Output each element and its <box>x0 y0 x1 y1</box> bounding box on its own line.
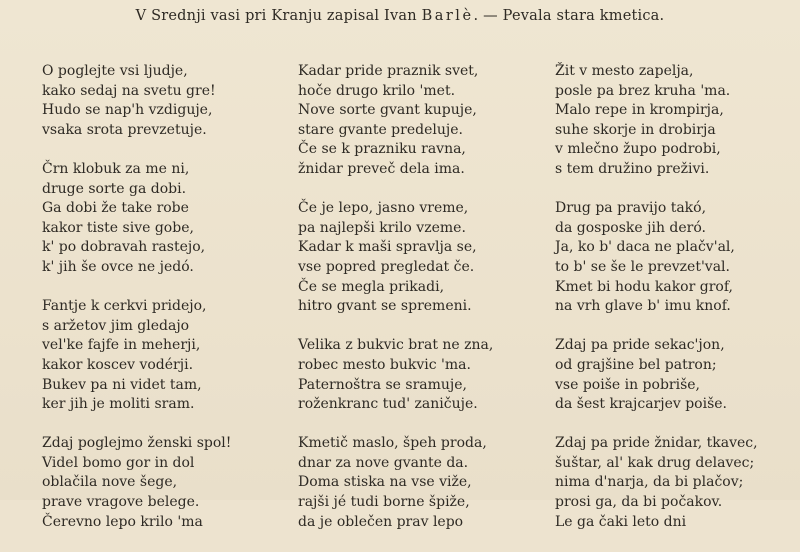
verse-line: vse popred pregledat če. <box>298 258 475 275</box>
stanza <box>42 434 231 532</box>
verse-line: druge sorte ga dobi. <box>42 180 187 197</box>
stanza <box>42 297 231 415</box>
verse-line: Doma stiska na vse viže, <box>298 474 472 491</box>
verse-line: oblačila nove šege, <box>42 474 178 491</box>
verse-line: Zdaj pa pride sekac'jon, <box>555 337 725 354</box>
verse-line: Če se megla prikadi, <box>298 278 445 295</box>
verse-line: prosi ga, da bi počakov. <box>555 494 723 511</box>
verse-line: k' jih še ovce ne jedó. <box>42 258 194 275</box>
verse-line: Črn klobuk za me ni, <box>42 160 190 177</box>
verse-line: vse poiše in pobriše, <box>555 376 701 393</box>
verse-line: Malo repe in krompirja, <box>555 102 724 119</box>
verse-line: kakor koscev vodérji. <box>42 356 194 373</box>
verse-line: roženkranc tud' zaničuje. <box>298 396 478 413</box>
stanza <box>42 62 231 140</box>
stanza <box>298 199 493 317</box>
verse-line: Kmetič maslo, špeh proda, <box>298 435 487 452</box>
verse-line: posle pa brez kruha 'ma. <box>555 82 731 99</box>
header-suffix: . — Pevala stara kmetica. <box>473 8 665 24</box>
verse-line: Videl bomo gor in dol <box>42 454 195 471</box>
verse-line: Kadar pride praznik svet, <box>298 63 479 79</box>
stanza <box>298 434 493 532</box>
poem-columns <box>0 62 800 530</box>
verse-line: Bukev pa ni videt tam, <box>42 376 202 393</box>
verse-line: s aržetov jim gledajo <box>42 317 190 334</box>
verse-line: Kmet bi hodu kakor grof, <box>555 278 733 295</box>
poem-column-3 <box>555 62 758 552</box>
verse-line: od grajšine bel patron; <box>555 356 717 373</box>
verse-line: žnidar preveč dela ima. <box>298 160 465 177</box>
verse-line: O poglejte vsi ljudje, <box>42 63 188 79</box>
collector-name: Barlè <box>421 8 474 24</box>
verse-line: Če je lepo, jasno vreme, <box>298 200 469 217</box>
stanza <box>555 199 758 317</box>
stanza <box>555 434 758 532</box>
verse-line: hitro gvant se spremeni. <box>298 298 472 315</box>
stanza <box>555 336 758 414</box>
verse-line: Čerevno lepo krilo 'ma <box>42 513 203 530</box>
verse-line: robec mesto bukvic 'ma. <box>298 356 471 373</box>
verse-line: rajši jé tudi borne špiže, <box>298 494 470 511</box>
verse-line: to b' se še le prevzet'val. <box>555 258 730 275</box>
stanza <box>42 160 231 278</box>
verse-line: s tem družino preživi. <box>555 160 710 177</box>
verse-line: da gosposke jih deró. <box>555 219 706 236</box>
verse-line: Kadar k maši spravlja se, <box>298 239 477 256</box>
verse-line: Fantje k cerkvi pridejo, <box>42 298 207 315</box>
verse-line: k' po dobravah rastejo, <box>42 239 206 256</box>
verse-line: Drug pa pravijo takó, <box>555 200 707 217</box>
verse-line: da šest krajcarjev poiše. <box>555 396 728 413</box>
verse-line: pa najlepši krilo vzeme. <box>298 219 466 236</box>
verse-line: Če se k prazniku ravna, <box>298 141 466 158</box>
verse-line: Nove sorte gvant kupuje, <box>298 102 477 119</box>
verse-line: Paternoštra se sramuje, <box>298 376 467 393</box>
poem-column-1 <box>42 62 231 552</box>
verse-line: Ga dobi že take robe <box>42 200 189 217</box>
stanza <box>298 336 493 414</box>
verse-line: dnar za nove gvante da. <box>298 454 469 471</box>
verse-line: vel'ke fajfe in meherji, <box>42 337 201 354</box>
verse-line: stare gvante predeluje. <box>298 121 463 138</box>
verse-line: na vrh glave b' imu knof. <box>555 298 731 315</box>
verse-line: Zdaj pa pride žnidar, tkavec, <box>555 435 758 452</box>
verse-line: suhe skorje in drobirja <box>555 121 716 138</box>
verse-line: nima d'narja, da bi plačov; <box>555 474 744 491</box>
verse-line: Hudo se nap'h vzdiguje, <box>42 102 213 119</box>
verse-line: da je oblečen prav lepo <box>298 513 464 530</box>
verse-line: vsaka srota prevzetuje. <box>42 121 207 138</box>
header-prefix: V Srednji vasi pri Kranju zapisal Ivan <box>135 8 422 24</box>
verse-line: Velika z bukvic brat ne zna, <box>298 337 494 354</box>
verse-line: šuštar, al' kak drug delavec; <box>555 454 755 471</box>
verse-line: prave vragove belege. <box>42 494 200 511</box>
verse-line: Ja, ko b' daca ne plačv'al, <box>555 239 735 256</box>
song-header <box>0 8 800 24</box>
poem-column-2 <box>298 62 493 552</box>
verse-line: v mlečno župo podrobi, <box>555 141 721 158</box>
stanza <box>555 62 758 180</box>
verse-line: Žit v mesto zapelja, <box>555 63 694 79</box>
verse-line: kakor tiste sive gobe, <box>42 219 194 236</box>
stanza <box>298 62 493 180</box>
verse-line: hoče drugo krilo 'met. <box>298 82 456 99</box>
verse-line: ker jih je moliti sram. <box>42 396 195 413</box>
verse-line: Zdaj poglejmo ženski spol! <box>42 435 232 452</box>
verse-line: Le ga čaki leto dni <box>555 513 687 530</box>
verse-line: kako sedaj na svetu gre! <box>42 82 216 99</box>
